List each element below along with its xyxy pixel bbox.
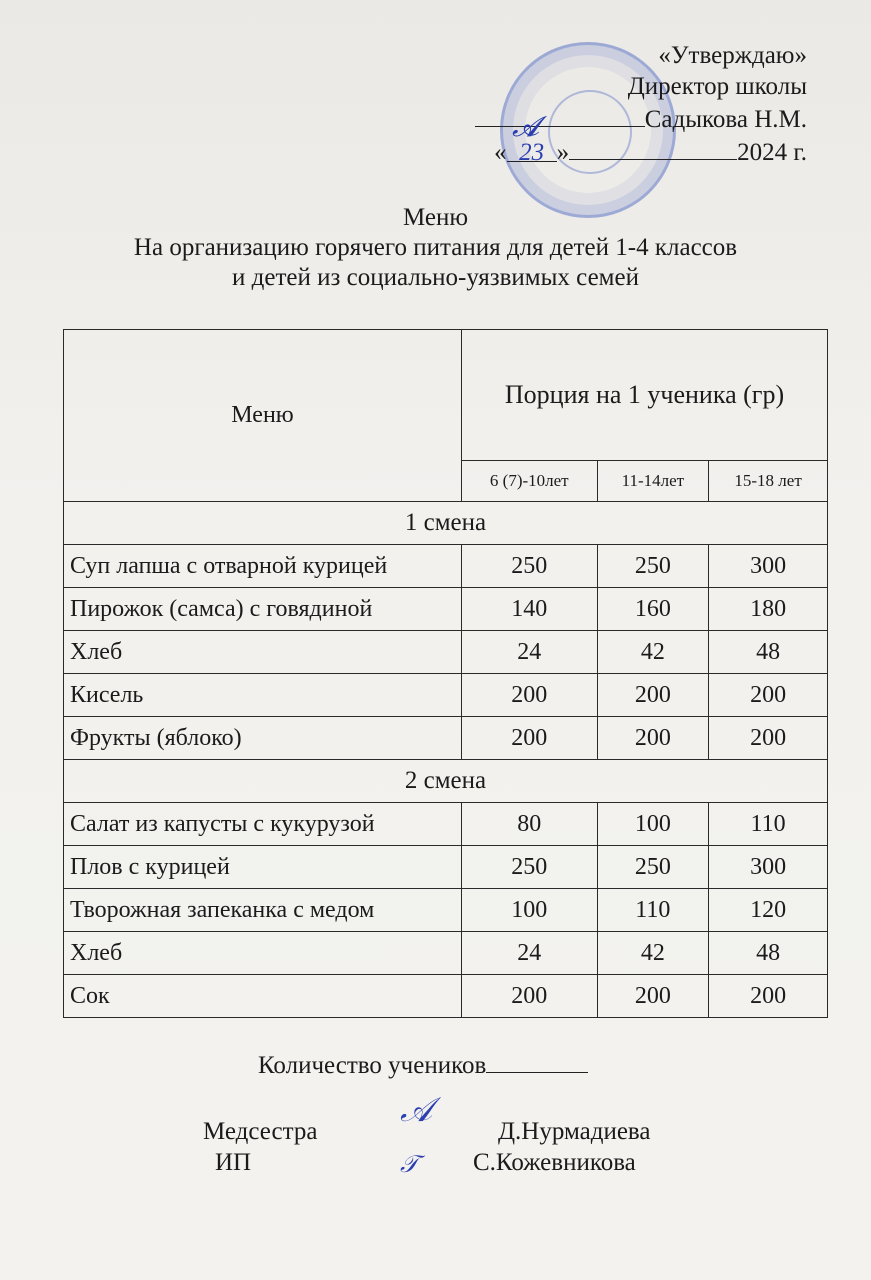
- header-age-group: 15-18 лет: [709, 461, 828, 502]
- table-row: [64, 975, 828, 1018]
- dish-name: Пирожок (самса) с говядиной: [64, 588, 462, 631]
- portion-value: 42: [597, 932, 709, 975]
- portion-value: 200: [709, 717, 828, 760]
- portion-value: 110: [709, 803, 828, 846]
- header-age-group: 6 (7)-10лет: [462, 461, 598, 502]
- portion-value: 200: [462, 674, 598, 717]
- dish-name: Творожная запеканка с медом: [64, 889, 462, 932]
- table-row: [64, 846, 828, 889]
- portion-value: 250: [597, 846, 709, 889]
- students-count: [258, 1048, 588, 1080]
- dish-name: Хлеб: [64, 631, 462, 674]
- ip-signature: 𝒯: [400, 1150, 419, 1178]
- portion-value: 80: [462, 803, 598, 846]
- portion-value: 48: [709, 932, 828, 975]
- table-row: [64, 889, 828, 932]
- portion-value: 200: [462, 975, 598, 1018]
- nurse-row: [203, 1116, 651, 1147]
- portion-value: 48: [709, 631, 828, 674]
- menu-table: [63, 329, 828, 1018]
- ip-row: [203, 1147, 636, 1178]
- table-row: [64, 631, 828, 674]
- date-day: 23: [507, 137, 557, 162]
- table-row: [64, 932, 828, 975]
- portion-value: 140: [462, 588, 598, 631]
- portion-value: 250: [597, 545, 709, 588]
- date-month-line: [569, 135, 737, 160]
- approval-heading: «Утверждаю»: [658, 42, 807, 69]
- portion-value: 300: [709, 545, 828, 588]
- dish-name: Плов с курицей: [64, 846, 462, 889]
- portion-value: 110: [597, 889, 709, 932]
- portion-value: 24: [462, 631, 598, 674]
- portion-value: 42: [597, 631, 709, 674]
- table-row: [64, 717, 828, 760]
- nurse-name: Д.Нурмадиева: [498, 1118, 651, 1145]
- portion-value: 24: [462, 932, 598, 975]
- portion-value: 200: [597, 717, 709, 760]
- portion-value: 160: [597, 588, 709, 631]
- dish-name: Фрукты (яблоко): [64, 717, 462, 760]
- dish-name: Салат из капусты с кукурузой: [64, 803, 462, 846]
- shift-header: 2 смена: [64, 760, 828, 803]
- title-line-3: и детей из социально-уязвимых семей: [232, 264, 639, 291]
- portion-value: 200: [597, 674, 709, 717]
- table-row: [64, 545, 828, 588]
- portion-value: 250: [462, 846, 598, 889]
- table-row: [64, 588, 828, 631]
- portion-value: 200: [462, 717, 598, 760]
- portion-value: 120: [709, 889, 828, 932]
- ip-label: ИП: [215, 1149, 252, 1176]
- dish-name: Хлеб: [64, 932, 462, 975]
- portion-value: 200: [597, 975, 709, 1018]
- document-title: [0, 203, 871, 293]
- nurse-signature: 𝒜: [400, 1090, 433, 1130]
- signatures-block: [203, 1116, 651, 1178]
- portion-value: 200: [709, 975, 828, 1018]
- ip-name: С.Кожевникова: [473, 1149, 636, 1176]
- shift-header: 1 смена: [64, 502, 828, 545]
- portion-value: 100: [462, 889, 598, 932]
- portion-value: 250: [462, 545, 598, 588]
- portion-value: 180: [709, 588, 828, 631]
- table-row: [64, 803, 828, 846]
- approval-date: « 23 » 2024 г.: [475, 135, 807, 168]
- portion-value: 100: [597, 803, 709, 846]
- title-line-2: На организацию горячего питания для детей 1-4 классов: [133, 234, 738, 261]
- table-row: [64, 674, 828, 717]
- dish-name: Суп лапша с отварной курицей: [64, 545, 462, 588]
- date-year: 2024 г.: [737, 139, 807, 166]
- approver-name: Садыкова Н.М.: [644, 106, 807, 133]
- students-count-blank: [486, 1048, 588, 1073]
- approver-position: Директор школы: [627, 73, 807, 100]
- students-count-label: Количество учеников: [258, 1052, 487, 1079]
- header-portion: Порция на 1 ученика (гр): [462, 330, 828, 461]
- signature-line: [475, 102, 645, 127]
- approval-block: [475, 40, 807, 168]
- portion-value: 200: [709, 674, 828, 717]
- director-signature: 𝓐: [512, 110, 540, 143]
- portion-value: 300: [709, 846, 828, 889]
- dish-name: Кисель: [64, 674, 462, 717]
- nurse-label: Медсестра: [203, 1118, 318, 1145]
- dish-name: Сок: [64, 975, 462, 1018]
- header-menu: Меню: [64, 330, 462, 502]
- header-age-group: 11-14лет: [597, 461, 709, 502]
- title-line-1: Меню: [402, 204, 469, 231]
